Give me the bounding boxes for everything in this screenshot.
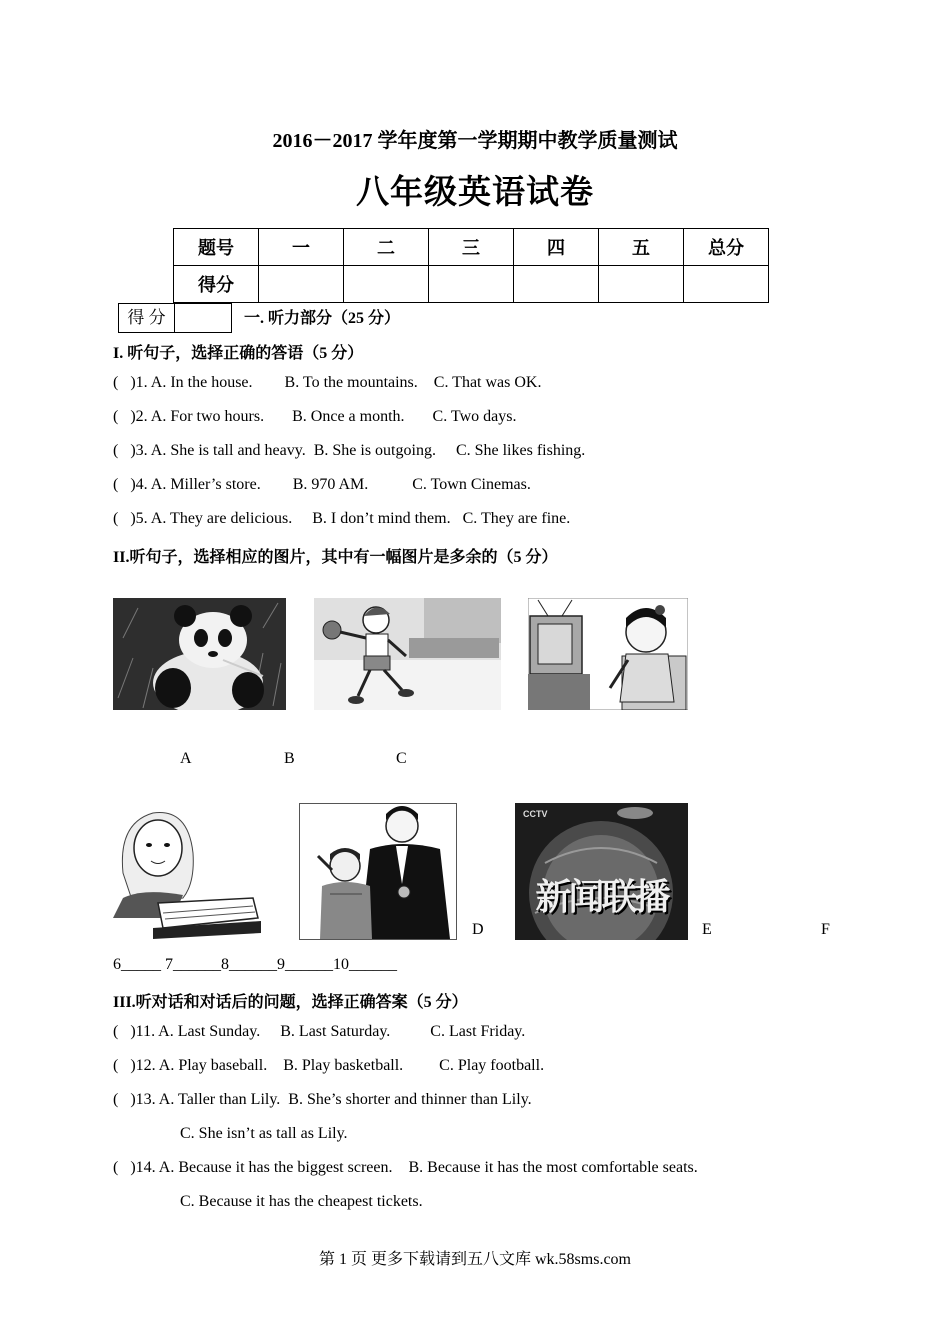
girl-watching-tv-picture: [528, 598, 688, 710]
picture-letter-f: F: [821, 921, 830, 938]
score-table: [173, 228, 769, 303]
section1-title: 一. 听力部分（25 分）: [244, 310, 401, 327]
score-table-header-cell: 五: [599, 229, 684, 266]
picture-letter-a: A: [180, 750, 192, 767]
part1-heading: I. 听句子，选择正确的答语（5 分）: [113, 345, 364, 362]
basketball-boy-picture: [314, 598, 501, 710]
picture-letter-d: D: [472, 921, 484, 938]
score-cell[interactable]: [684, 266, 769, 303]
picture-letter-c: C: [396, 750, 407, 767]
cctv-logo: CCTV: [523, 809, 548, 819]
panda-picture: [113, 598, 286, 710]
page-footer: 第 1 页 更多下载请到五八文库 wk.58sms.com: [318, 1251, 631, 1268]
score-cell[interactable]: [599, 266, 684, 303]
question-1: ( )1. A. In the house. B. To the mountains. C. That was OK.: [113, 374, 542, 391]
question-14-option-c: C. Because it has the cheapest tickets.: [180, 1193, 423, 1210]
girl-reading-picture: [113, 803, 263, 940]
score-cell[interactable]: [259, 266, 344, 303]
question-11: ( )11. A. Last Sunday. B. Last Saturday. C. Last Friday.: [113, 1023, 526, 1040]
score-cell[interactable]: [429, 266, 514, 303]
score-table-header-cell: 三: [429, 229, 514, 266]
exam-title-line2: 八年级英语试卷: [356, 175, 594, 211]
part3-heading: III.听对话和对话后的问题，选择正确答案（5 分）: [113, 994, 468, 1011]
score-table-header-cell: 题号: [174, 229, 259, 266]
athletes-picture: [299, 803, 457, 940]
question-12: ( )12. A. Play baseball. B. Play basketball. C. Play football.: [113, 1057, 545, 1074]
question-2: ( )2. A. For two hours. B. Once a month. C. Two days.: [113, 408, 517, 425]
section-score-label: 得 分: [119, 304, 175, 332]
question-14: ( )14. A. Because it has the biggest screen. B. Because it has the most comfortable seats.: [113, 1159, 698, 1176]
news-broadcast-picture: [515, 803, 688, 940]
exam-title-line1: 2016－2017 学年度第一学期期中教学质量测试: [272, 130, 678, 152]
section-score-box: [118, 303, 232, 333]
score-cell[interactable]: [514, 266, 599, 303]
score-table-header-cell: 二: [344, 229, 429, 266]
question-5: ( )5. A. They are delicious. B. I don’t mind them. C. They are fine.: [113, 510, 571, 527]
answer-blanks[interactable]: 6_____ 7______8______9______10______: [113, 956, 397, 973]
question-3: ( )3. A. She is tall and heavy. B. She is outgoing. C. She likes fishing.: [113, 442, 586, 459]
news-title-text: 新闻联播: [535, 877, 668, 918]
part2-heading: II.听句子，选择相应的图片，其中有一幅图片是多余的（5 分）: [113, 549, 558, 566]
score-cell[interactable]: [344, 266, 429, 303]
picture-letter-b: B: [284, 750, 295, 767]
question-13-option-c: C. She isn’t as tall as Lily.: [180, 1125, 348, 1142]
score-table-header-cell: 一: [259, 229, 344, 266]
score-table-header-cell: 四: [514, 229, 599, 266]
picture-letter-e: E: [702, 921, 712, 938]
score-table-row-label: 得分: [174, 266, 259, 303]
question-4: ( )4. A. Miller’s store. B. 970 AM. C. Town Cinemas.: [113, 476, 531, 493]
question-13: ( )13. A. Taller than Lily. B. She’s shorter and thinner than Lily.: [113, 1091, 532, 1108]
score-table-header-cell: 总分: [684, 229, 769, 266]
